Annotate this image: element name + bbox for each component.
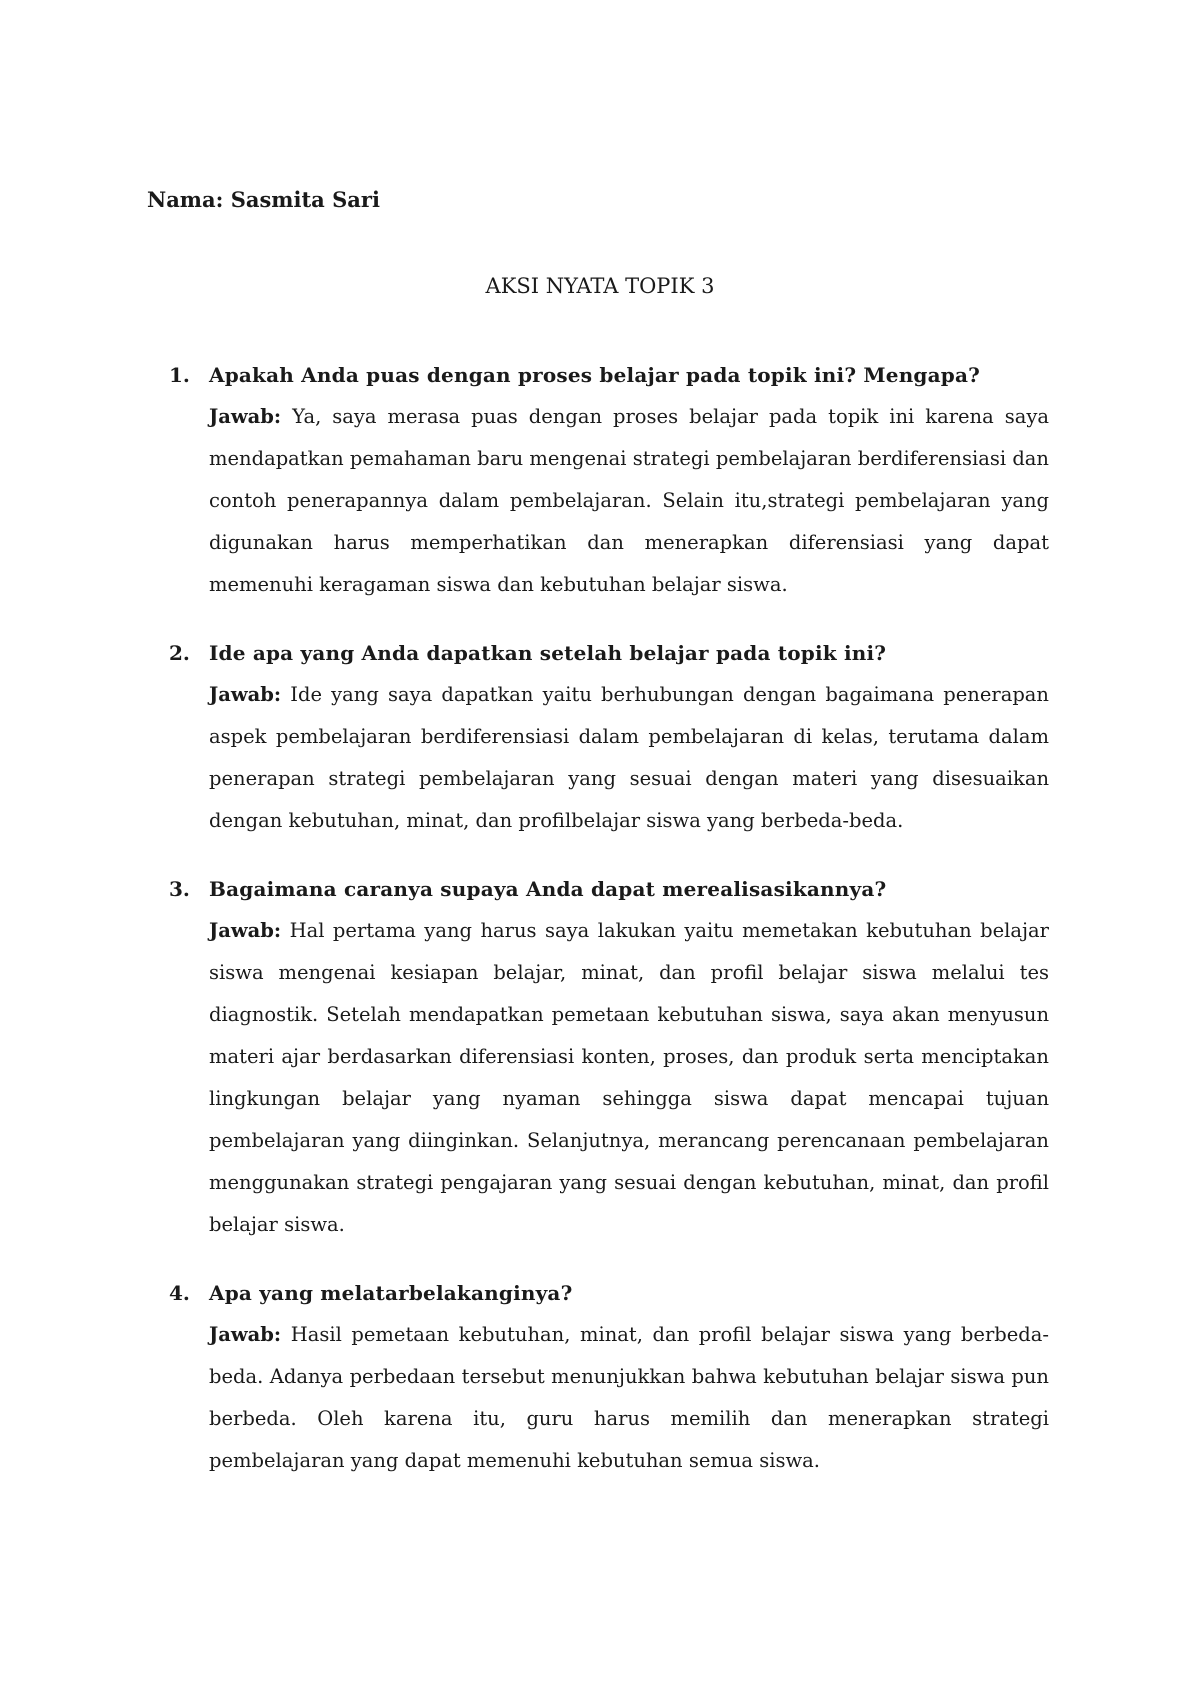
question-text: Bagaimana caranya supaya Anda dapat merealisasikannya? [209, 877, 887, 901]
answer-label: Jawab: [209, 1323, 282, 1346]
question-number: 2. [169, 641, 190, 665]
question-item-3 [169, 868, 1049, 1246]
question-text: Apa yang melatarbelakanginya? [209, 1281, 573, 1305]
answer-text: Ya, saya merasa puas dengan proses belajar pada topik ini karena saya mendapatkan pemahaman baru mengenai strategi pembelajaran berdiferensiasi dan contoh penerapannya dalam pembelajaran. Selain itu,strategi pembelajaran yang digunakan harus memperhatikan dan menerapkan diferensiasi yang dapat memenuhi keragaman siswa dan kebutuhan belajar siswa. [209, 405, 1049, 596]
answer-text: Hal pertama yang harus saya lakukan yaitu memetakan kebutuhan belajar siswa mengenai kesiapan belajar, minat, dan profil belajar siswa melalui tes diagnostik. Setelah mendapatkan pemetaan kebutuhan siswa, saya akan menyusun materi ajar berdasarkan diferensiasi konten, proses, dan produk serta menciptakan lingkungan belajar yang nyaman sehingga siswa dapat mencapai tujuan pembelajaran yang diinginkan. Selanjutnya, merancang perencanaan pembelajaran menggunakan strategi pengajaran yang sesuai dengan kebutuhan, minat, dan profil belajar siswa. [209, 919, 1049, 1236]
question-number: 3. [169, 877, 190, 901]
question-item-2 [169, 632, 1049, 842]
question-list [169, 354, 1049, 1508]
answer-text: Ide yang saya dapatkan yaitu berhubungan dengan bagaimana penerapan aspek pembelajaran berdiferensiasi dalam pembelajaran di kelas, terutama dalam penerapan strategi pembelajaran yang sesuai dengan materi yang disesuaikan dengan kebutuhan, minat, dan profilbelajar siswa yang berbeda-beda. [209, 683, 1049, 832]
question-number: 4. [169, 1281, 190, 1305]
answer-text: Hasil pemetaan kebutuhan, minat, dan profil belajar siswa yang berbeda-beda. Adanya perbedaan tersebut menunjukkan bahwa kebutuhan belajar siswa pun berbeda. Oleh karena itu, guru harus memilih dan menerapkan strategi pembelajaran yang dapat memenuhi kebutuhan semua siswa. [209, 1323, 1049, 1472]
question-item-1 [169, 354, 1049, 606]
answer-label: Jawab: [209, 405, 282, 428]
question-number: 1. [169, 363, 190, 387]
answer-label: Jawab: [209, 683, 282, 706]
answer-label: Jawab: [209, 919, 282, 942]
question-item-4 [169, 1272, 1049, 1482]
answer-paragraph [209, 674, 1049, 842]
answer-paragraph [209, 1314, 1049, 1482]
answer-paragraph [209, 910, 1049, 1246]
document-title: AKSI NYATA TOPIK 3 [485, 274, 715, 298]
question-text: Apakah Anda puas dengan proses belajar pada topik ini? Mengapa? [209, 363, 981, 387]
question-text: Ide apa yang Anda dapatkan setelah belajar pada topik ini? [209, 641, 887, 665]
answer-paragraph [209, 396, 1049, 606]
student-name: Nama: Sasmita Sari [147, 187, 380, 212]
